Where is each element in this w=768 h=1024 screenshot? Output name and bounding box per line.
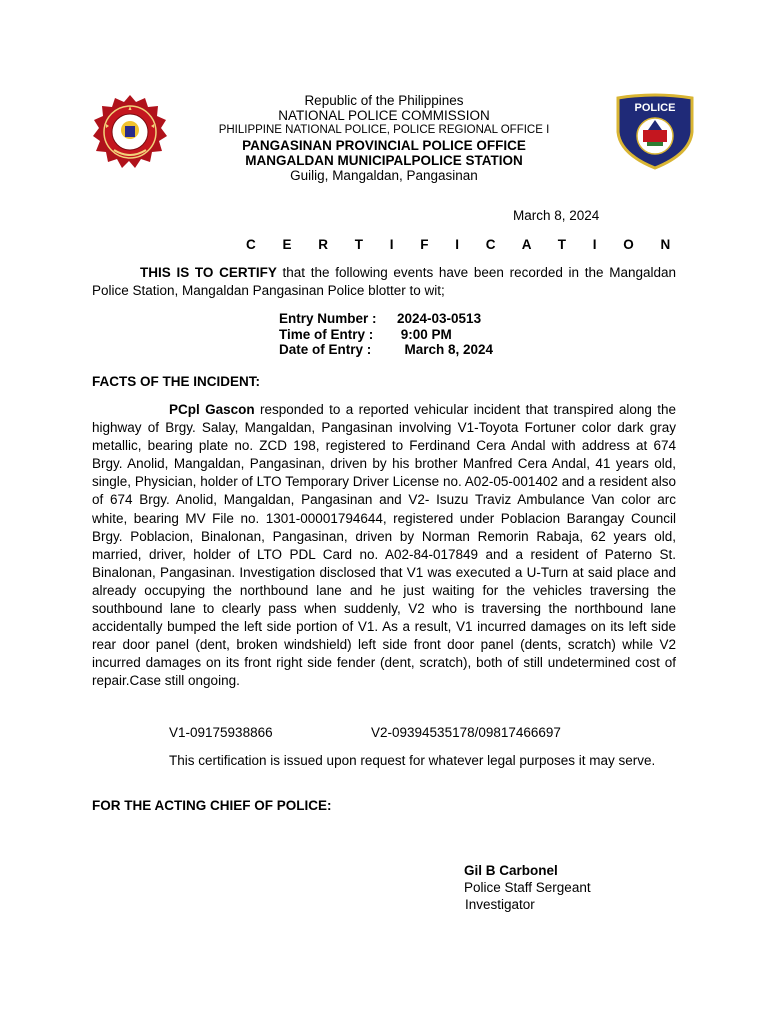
intro-text: that the following events have been recorded in the Mangaldan Police Station, Mangaldan Pangasinan Police blotter to wit;: [92, 265, 677, 298]
regional-office-line: PHILIPPINE NATIONAL POLICE, POLICE REGIONAL OFFICE I: [218, 124, 550, 136]
closing-paragraph: [92, 752, 676, 770]
signatory-name: Gil B Carbonel: [464, 863, 558, 878]
letterhead: [0, 93, 768, 183]
contact-v1: V1-09175938866: [169, 725, 273, 740]
entry-number-row: [279, 311, 493, 327]
signature-block: [464, 862, 591, 913]
entry-time-row: [279, 327, 493, 343]
entry-time-value: 9:00 PM: [397, 326, 452, 342]
signatory-rank: Police Staff Sergeant: [464, 880, 591, 895]
station-line: MANGALDAN MUNICIPALPOLICE STATION: [245, 153, 523, 168]
address-line: Guilig, Mangaldan, Pangasinan: [290, 168, 478, 183]
intro-bold: THIS IS TO CERTIFY: [140, 265, 277, 280]
entry-date-value: March 8, 2024: [397, 342, 494, 357]
entry-number-label: Entry Number :: [279, 311, 377, 326]
entry-time-label: Time of Entry :: [279, 326, 374, 342]
document-date: March 8, 2024: [513, 208, 600, 223]
entry-date-row: [279, 342, 493, 358]
facts-paragraph: [92, 401, 676, 691]
entry-date-label: Date of Entry :: [279, 342, 372, 357]
provincial-office-line: PANGASINAN PROVINCIAL POLICE OFFICE: [242, 138, 526, 153]
facts-heading: FACTS OF THE INCIDENT:: [92, 374, 260, 389]
police-badge-text: POLICE: [634, 102, 676, 114]
contact-v2: V2-09394535178/09817466697: [371, 725, 561, 740]
intro-paragraph: [92, 264, 676, 300]
facts-lead: PCpl Gascon: [169, 402, 255, 417]
commission-line: NATIONAL POLICE COMMISSION: [278, 108, 490, 123]
facts-body: responded to a reported vehicular incident that transpired along the highway of Brgy. Salay, Mangaldan, Pangasinan involving V1-Toyota Fortuner color dark gray metallic, bearing plate no. ZCD 198, registered to Ferdinand Cera Andal with address at 674 Brgy. Anolid, Mangaldan, Pangasinan, driven by his brother Manfred Cera Andal, 41 years old, single, Physician, holder of LTO Temporary Driver License no. A02-05-001402 and a resident also of 674 Brgy. Anolid, Mangaldan, Pangasinan and V2- Isuzu Traviz Ambulance Van color arc white, bearing MV File no. 1301-00001794644, registered under Poblacion Barangay Council Brgy. Poblacion, Binalonan, Pangasinan, driven by Norman Remorin Rabaja, 62 years old, married, driver, holder of LTO PDL Card no. A02-84-017849 and a resident of Paterno St. Binalonan, Pangasinan. Investigation disclosed that V1 was executed a U-Turn at said place and already occupying the northbound lane and he just waiting for the vehicles traversing the southbound lane to clearly pass when suddenly, V2 who is traversing the northbound lane accidentally bumped the left side portion of V1. As a result, V1 incurred damages on its left side rear door panel (dent, broken windshield) left side front door panel (dents, scratch) while V2 incurred damages on its front right side fender (dent, scratch), both of still undetermined cost of repair.Case still ongoing.: [92, 402, 676, 689]
closing-text: This certification is issued upon request for whatever legal purposes it may serve.: [169, 753, 656, 768]
for-chief-line: FOR THE ACTING CHIEF OF POLICE:: [92, 798, 332, 813]
certification-title: C E R T I F I C A T I O N: [246, 237, 682, 252]
entry-number-value: 2024-03-0513: [397, 311, 482, 326]
signatory-position: Investigator: [465, 897, 535, 912]
republic-line: Republic of the Philippines: [304, 93, 464, 108]
entry-details: [279, 311, 493, 358]
